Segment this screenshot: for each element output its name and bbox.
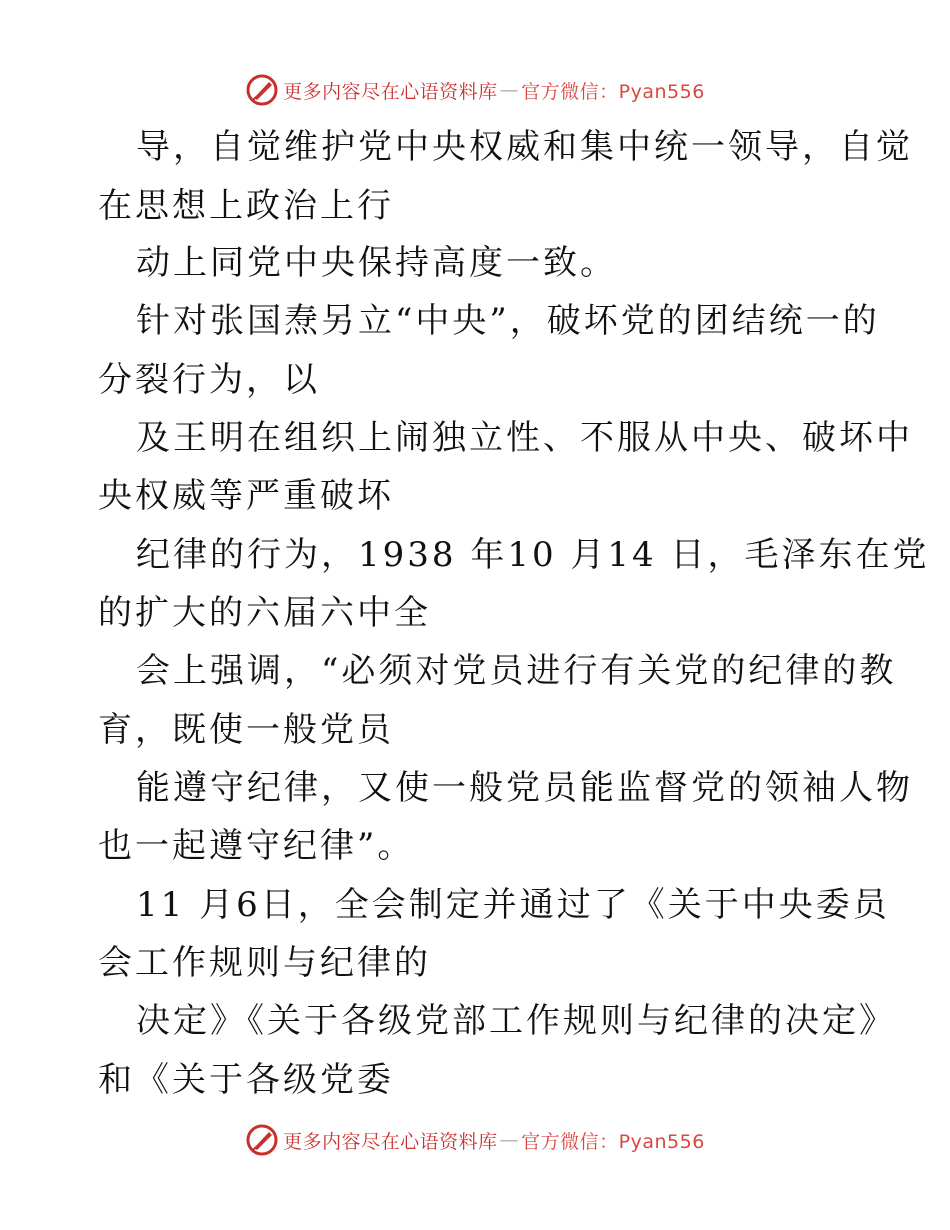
- text-line: 能遵守纪律，又使一般党员能监督党的领袖人物: [136, 768, 913, 808]
- quill-pen-logo-icon: [245, 73, 279, 107]
- text-line: 也一起遵守纪律”。: [98, 826, 415, 866]
- text-line: 决定》《关于各级党部工作规则与纪律的决定》: [136, 1001, 896, 1041]
- text-line: 动上同党中央保持高度一致。: [136, 243, 617, 283]
- watermark-banner-bottom: [0, 1120, 950, 1160]
- quill-pen-logo-icon: [245, 1123, 279, 1157]
- text-line: 会上强调，“必须对党员进行有关党的纪律的教: [136, 651, 897, 691]
- text-line: 育，既使一般党员: [98, 710, 394, 750]
- text-line: 和《关于各级党委: [98, 1060, 394, 1100]
- watermark-banner-top: [0, 70, 950, 110]
- text-line: 及王明在组织上闹独立性、不服从中央、破坏中: [136, 418, 913, 458]
- text-line: 央权威等严重破坏: [98, 476, 394, 516]
- text-line: 的扩大的六届六中全: [98, 593, 431, 633]
- text-line: 11 月6日，全会制定并通过了《关于中央委员: [136, 885, 890, 925]
- watermark-account-text: 官方微信：Pyan556: [521, 80, 705, 103]
- watermark-brand-text: 更多内容尽在心语资料库: [283, 1130, 498, 1153]
- watermark-account-text: 官方微信：Pyan556: [521, 1130, 705, 1153]
- text-line: 针对张国焘另立“中央”，破坏党的团结统一的: [136, 301, 880, 341]
- text-line: 分裂行为，以: [98, 360, 320, 400]
- watermark-separator: —: [499, 1129, 520, 1151]
- text-line: 纪律的行为，1938 年10 月14 日，毛泽东在党: [136, 535, 930, 575]
- text-line: 导，自觉维护党中央权威和集中统一领导，自觉: [136, 127, 913, 167]
- watermark-separator: —: [499, 79, 520, 101]
- text-line: 会工作规则与纪律的: [98, 943, 431, 983]
- watermark-brand-text: 更多内容尽在心语资料库: [283, 80, 498, 103]
- text-line: 在思想上政治上行: [98, 186, 394, 226]
